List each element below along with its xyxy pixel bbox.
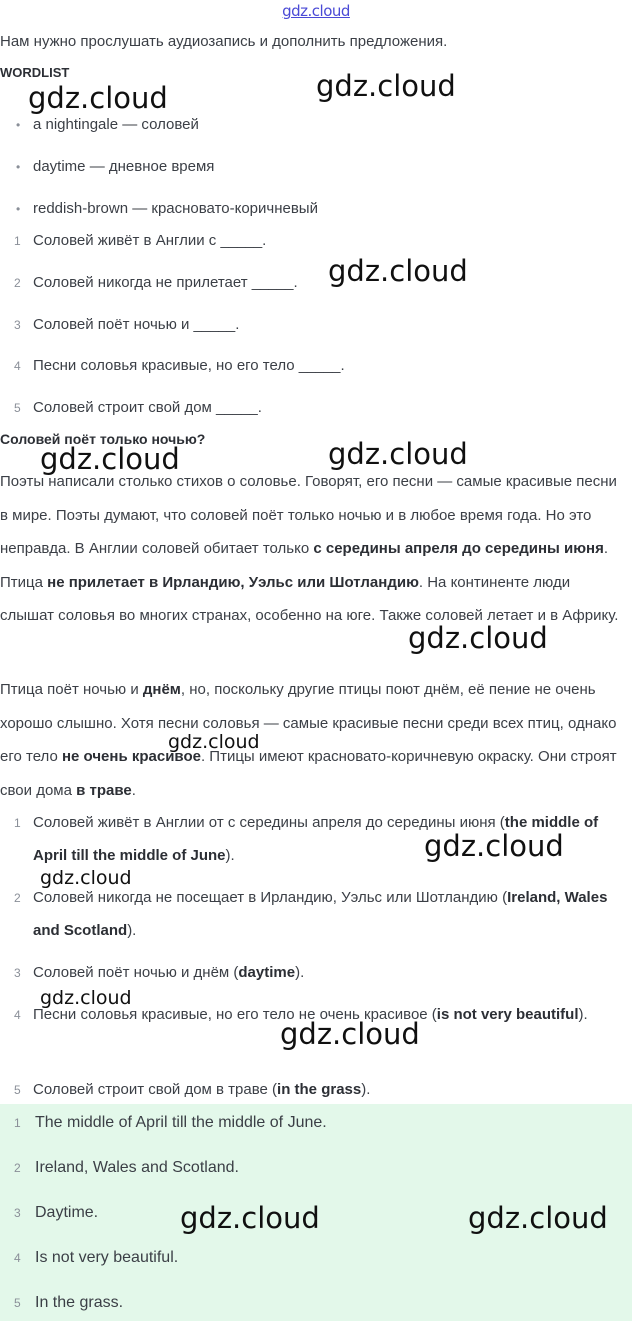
text-fragment: ). (127, 922, 137, 939)
text-fragment: Соловей поёт ночью и днём ( (33, 964, 239, 981)
watermark: gdz.cloud (408, 621, 548, 655)
question-item: 3 Соловей поёт ночью и _____. (14, 316, 240, 333)
wordlist-heading: WORDLIST (0, 65, 70, 80)
bullet-icon: • (16, 201, 21, 216)
watermark: gdz.cloud (280, 1017, 420, 1051)
bold-fragment: не прилетает в Ирландию, Уэльс или Шотландию (47, 573, 419, 591)
bold-fragment: in the grass (277, 1081, 362, 1098)
watermark: gdz.cloud (40, 442, 180, 476)
watermark: gdz.cloud (328, 437, 468, 471)
text-fragment: . Птицы имеют красновато-коричневую окраску. Они строят свои дома (0, 748, 617, 799)
task-instruction: Нам нужно прослушать аудиозапись и дополнить предложения. (0, 33, 448, 50)
answer-ru-item: 1 Соловей живёт в Англии от с середины апреля до середины июня (the middle of April till the middle of June). (14, 814, 599, 864)
watermark: gdz.cloud (328, 254, 468, 288)
watermark: gdz.cloud (180, 1201, 320, 1235)
text-fragment: , но, поскольку другие птицы поют днём, её пение не очень хорошо слышно. Хотя песни соловья — самые красивые песни среди всех птиц, однако его тело (0, 681, 617, 765)
text-fragment: ). (225, 847, 235, 864)
bold-fragment: в траве (76, 781, 132, 799)
final-answer-item: 2 Ireland, Wales and Scotland. (14, 1159, 239, 1176)
text-fragment: ). (295, 964, 305, 981)
question-item: 2 Соловей никогда не прилетает _____. (14, 274, 298, 291)
watermark: gdz.cloud (468, 1201, 608, 1235)
wordlist-item: • daytime — дневное время (16, 158, 215, 175)
bold-fragment: daytime (238, 964, 296, 981)
watermark: gdz.cloud (316, 69, 456, 103)
watermark: gdz.cloud (168, 731, 260, 753)
watermark: gdz.cloud (424, 829, 564, 863)
text-fragment: Птица поёт ночью и (0, 681, 143, 698)
top-watermark[interactable]: gdz.cloud (282, 2, 350, 20)
text-heading: Соловей поёт только ночью? (0, 431, 206, 447)
final-answer-item: 1 The middle of April till the middle of June. (14, 1114, 327, 1131)
question-item: 5 Соловей строит свой дом _____. (14, 399, 262, 416)
text-fragment: Поэты написали столько стихов о соловье. Говорят, его песни — самые красивые песни в мире. Поэты думают, что соловей поёт только ночью и в любое время года. Но это неправда. В Англии соловей обитает только (0, 473, 617, 557)
text-fragment: Соловей живёт в Англии от с середины апреля до середины июня ( (33, 814, 505, 831)
text-paragraph-2 (0, 673, 626, 807)
bold-fragment: is not very beautiful (436, 1006, 579, 1023)
bullet-icon: • (16, 159, 21, 174)
text-fragment: . (131, 781, 136, 799)
text-paragraph-1 (0, 465, 626, 633)
answer-ru-item: 2 Соловей никогда не посещает в Ирландию, Уэльс или Шотландию (Ireland, Wales and Scotland). (14, 889, 608, 939)
text-fragment: . Птица (0, 540, 609, 591)
question-item: 4 Песни соловья красивые, но его тело _____. (14, 357, 345, 374)
wordlist-item: • reddish-brown — красновато-коричневый (16, 200, 318, 217)
answer-ru-item: 4 Песни соловья красивые, но его тело не очень красивое (is not very beautiful). (14, 1006, 588, 1023)
text-fragment: . На континенте люди слышат соловья во многих странах, особенно на юге. Также соловей летает и в Африку. (0, 573, 619, 624)
text-fragment: Соловей строит свой дом в траве ( (33, 1081, 278, 1098)
watermark: gdz.cloud (40, 867, 132, 889)
bold-fragment: не очень красивое (61, 748, 201, 765)
final-answer-item: 5 In the grass. (14, 1294, 124, 1311)
text-fragment: ). (361, 1081, 371, 1098)
bold-fragment: с середины апреля до середины июня (313, 540, 604, 557)
wordlist-item: • a nightingale — соловей (16, 116, 199, 133)
text-fragment: Соловей никогда не посещает в Ирландию, Уэльс или Шотландию ( (33, 889, 508, 906)
text-fragment: Песни соловья красивые, но его тело не очень красивое ( (33, 1006, 437, 1023)
question-item: 1 Соловей живёт в Англии с _____. (14, 232, 267, 249)
text-fragment: ). (578, 1006, 588, 1023)
answer-ru-item: 5 Соловей строит свой дом в траве (in the grass). (14, 1081, 371, 1098)
bold-fragment: днём (142, 681, 181, 698)
watermark: gdz.cloud (28, 81, 168, 115)
bold-fragment: Ireland, Wales and Scotland (33, 889, 608, 939)
final-answer-item: 3 Daytime. (14, 1204, 99, 1221)
bold-fragment: the middle of April till the middle of June (33, 814, 599, 864)
bullet-icon: • (16, 117, 21, 132)
final-answer-item: 4 Is not very beautiful. (14, 1249, 179, 1266)
watermark: gdz.cloud (40, 987, 132, 1009)
answer-ru-item: 3 Соловей поёт ночью и днём (daytime). (14, 964, 305, 981)
